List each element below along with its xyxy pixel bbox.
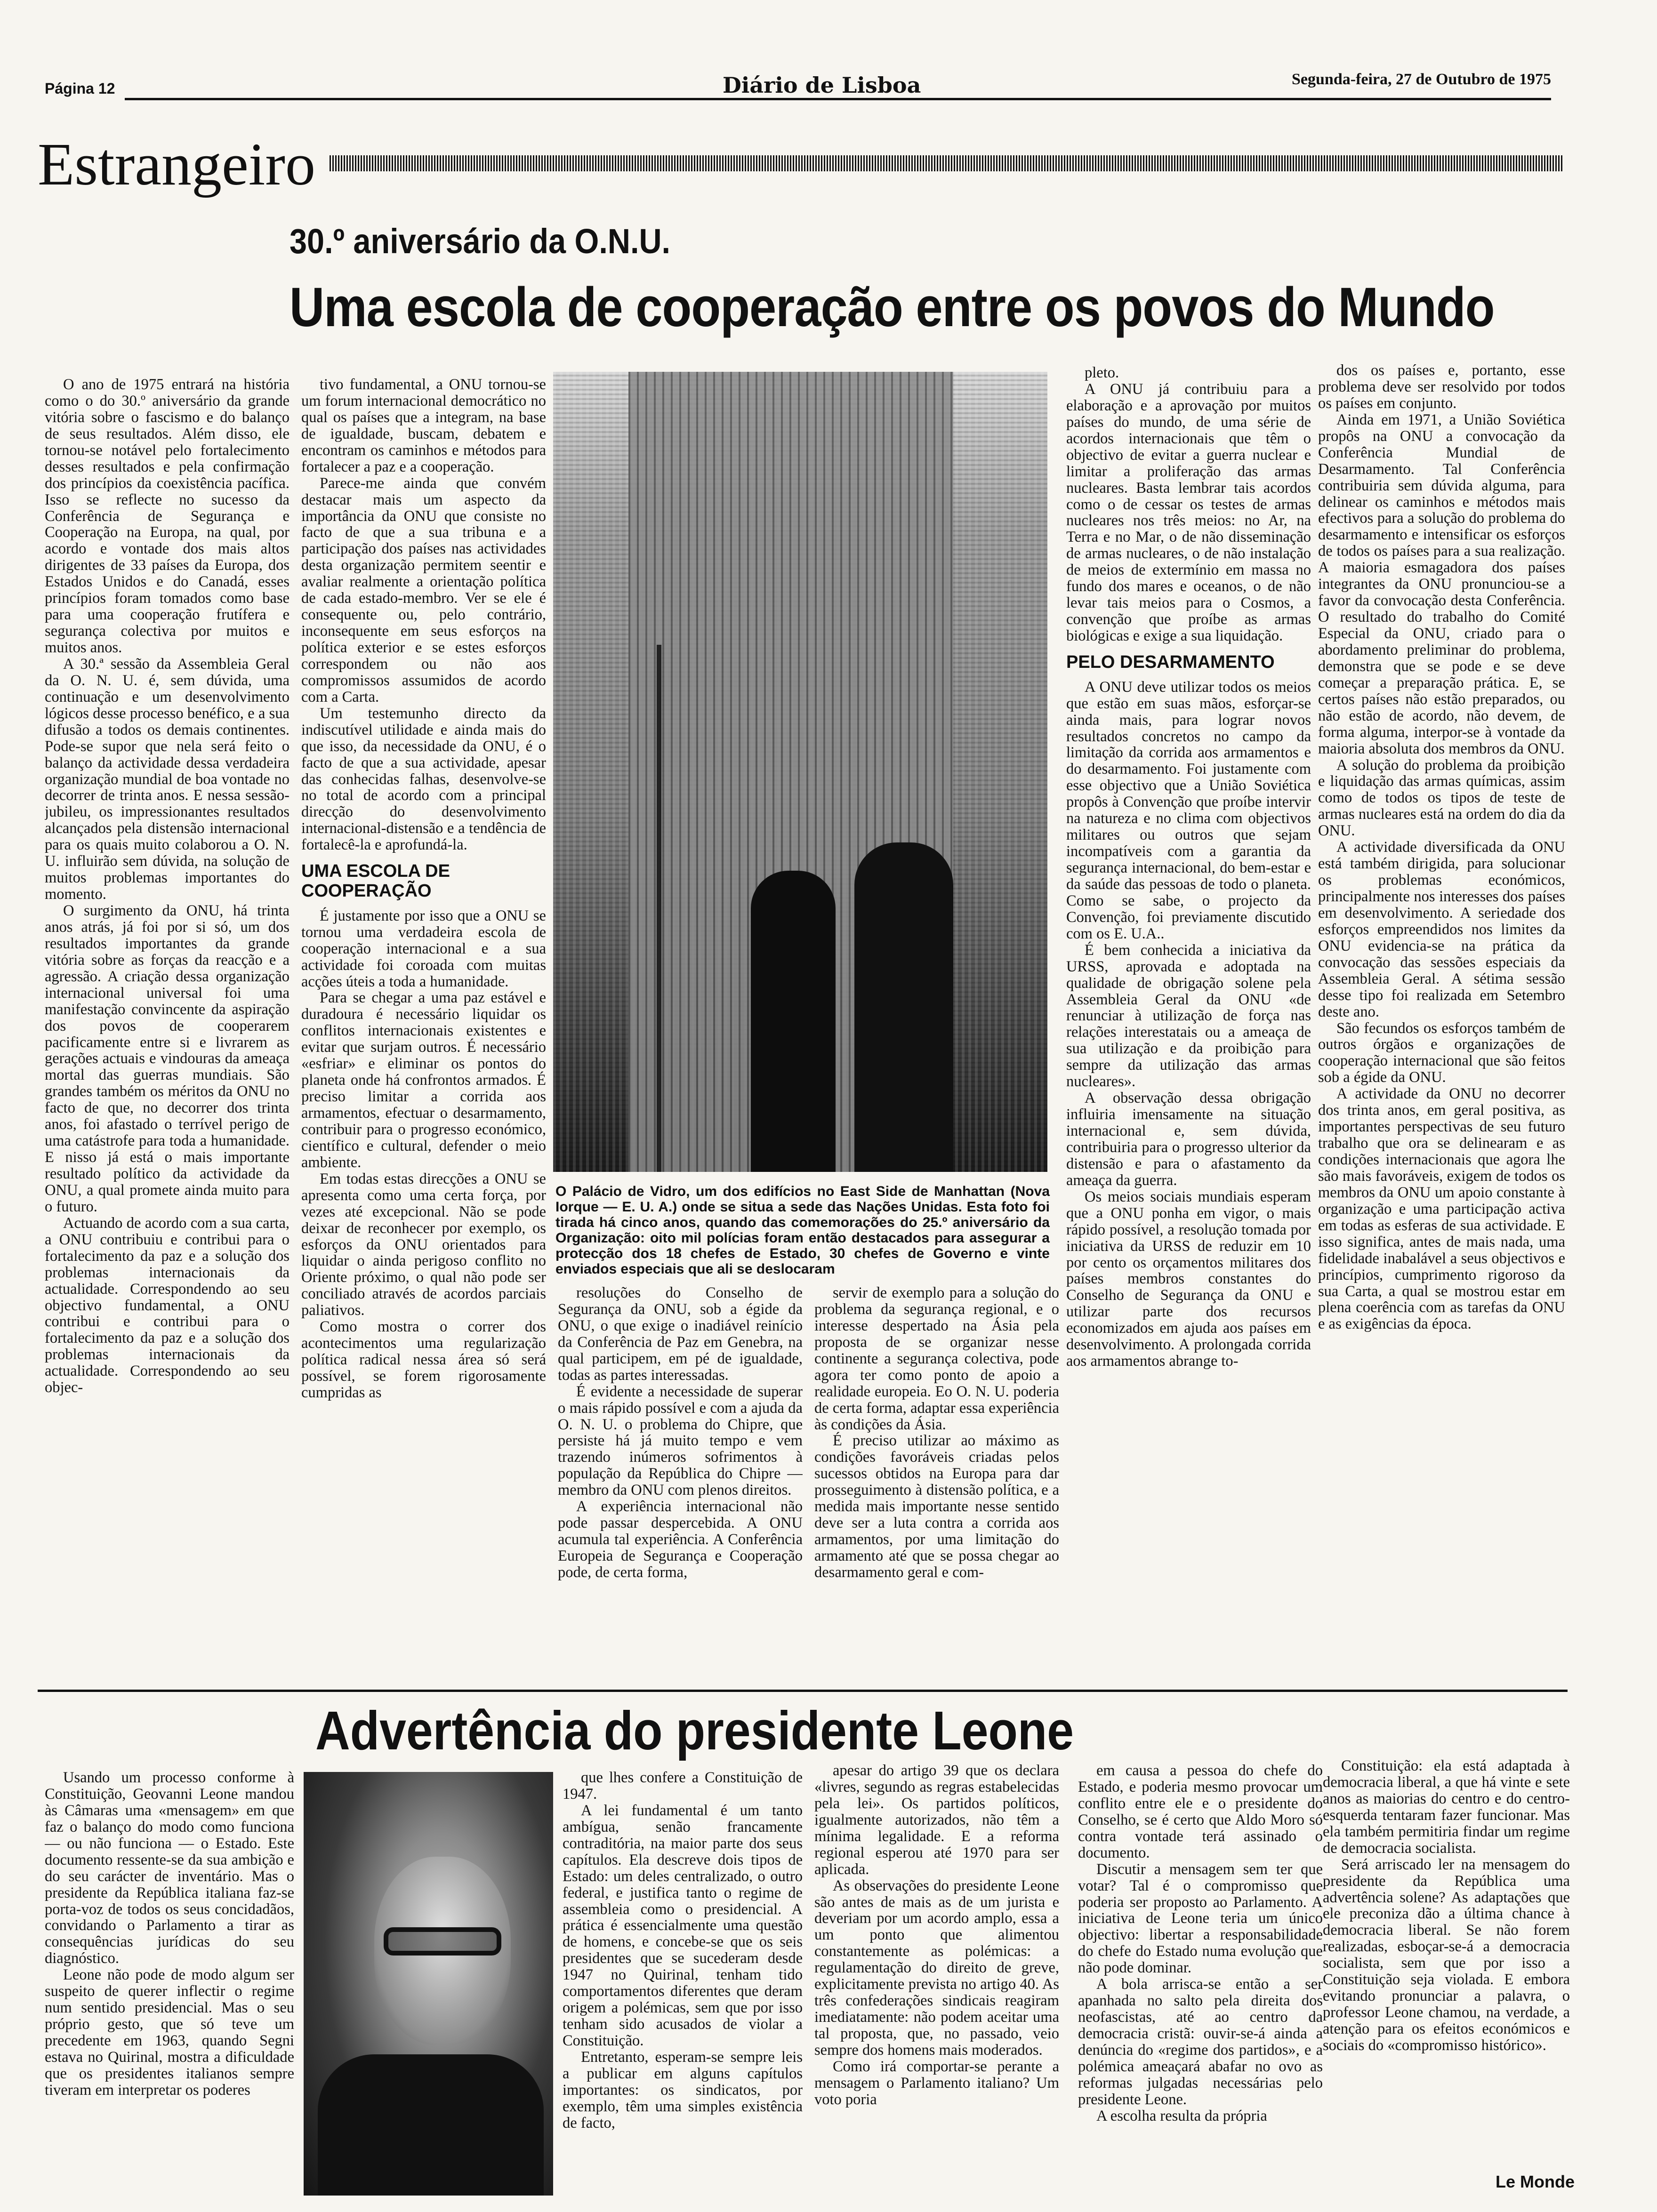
paragraph: Os meios sociais mundiais esperam que a ONU ponha em vigor, o mais rápido possível, a resolução tomada por iniciativa da URSS de reduzir em 10 por cento os orçamentos militares dos países membros constantes do Conselho de Segurança da ONU e utilizar parte dos recursos economizados em ajuda aos países em desenvolvimento. A prolongada corrida aos armamentos abrange to- [1066, 1188, 1311, 1370]
photo-caption: O Palácio de Vidro, um dos edifícios no East Side de Manhattan (Nova Iorque — E. U. A.) onde se situa a sede das Nações Unidas. Esta foto foi tirada há cinco anos, quando das comemorações do 25.º aniversário da Organização: oito mil polícias foram então destacados para assegurar a protecção dos 18 chefes de Estado, 30 chefes de Governo e vinte enviados especiais que ali se deslocaram [555, 1184, 1050, 1277]
paragraph: dos os países e, portanto, esse problema deve ser resolvido por todos os países em conjunto. [1318, 362, 1565, 412]
article1-column-1 [45, 377, 290, 1647]
paragraph: servir de exemplo para a solução do problema da segurança regional, e o interesse despertado na Ásia pela proposta de se organizar nesse continente a segurança colectiva, pode agora ter como ponto de apoio a realidade europeia. Eo O. N. U. poderia de certa forma, adaptar essa experiência às condições da Ásia. [814, 1285, 1059, 1433]
paragraph: É bem conhecida a iniciativa da URSS, aprovada e adoptada na qualidade de obrigação solene pela Assembleia Geral da ONU «de renunciar à utilização de força nas relações interestatais ou a ameaça de sua utilização e da proibição para sempre da utilização das armas nucleares». [1066, 941, 1311, 1090]
paragraph: que lhes confere a Constituição de 1947. [563, 1770, 803, 1803]
paragraph: A experiência internacional não pode passar despercebida. A ONU acumula tal experiência. A Conferência Europeia de Segurança e Cooperação pode, de certa forma, [558, 1498, 803, 1581]
paragraph: Actuando de acordo com a sua carta, a ONU contribuiu e contribui para o fortalecimento da paz e a solução dos problemas internacionais da actualidade. Correspondendo ao seu objectivo fundamental, a ONU contribui e contribui para o fortalecimento da paz e a solução dos problemas internacionais da actualidade. Correspondendo ao seu objec- [45, 1214, 290, 1396]
paragraph: apesar do artigo 39 que os declara «livres, segundo as regras estabelecidas pela lei». Os partidos políticos, igualmente autorizados, não têm a mínima legalidade. E a reforma regional esperou até 1970 para ser aplicada. [814, 1763, 1059, 1878]
paragraph: Entretanto, esperam-se sempre leis a publicar em alguns capítulos importantes: os sindicatos, por exemplo, têm uma simples existência de facto, [563, 2048, 803, 2132]
paragraph: Usando um processo conforme à Constituição, Geovanni Leone mandou às Câmaras uma «mensagem» em que faz o balanço do modo como funciona — ou não funciona — o Estado. Este documento ressente-se da sua ambição e do seu carácter de inventário. Mas o presidente da República italiana faz-se porta-voz de todos os seus concidadãos, convidando o Parlamento a tirar as consequências jurídicas do seu diagnóstico. [45, 1770, 294, 1967]
article1-column-3 [558, 1285, 803, 1647]
paragraph: São fecundos os esforços também de outros órgãos e organizações de cooperação internacional que são feitos sob a égide da ONU. [1318, 1019, 1565, 1086]
paragraph: É evidente a necessidade de superar o mais rápido possível e com a ajuda da O. N. U. o problema do Chipre, que persiste há já muito tempo e vem trazendo inúmeros sofrimentos à população da República do Chipre — membro da ONU com plenos direitos. [558, 1383, 803, 1499]
source-signature: Le Monde [1496, 2172, 1575, 2191]
paragraph: Parece-me ainda que convém destacar mais um aspecto da importância da ONU que consiste no facto de que a sua tribuna e a participação dos países nas actividades desta organização permitem seentir e avaliar realmente a orientação política de cada estado-membro. Ver se ele é consequente ou, pelo contrário, inconsequente em seus esforços na política exterior e se estes esforços correspondem ou não aos compromissos assumidos de acordo com a Carta. [301, 474, 546, 705]
paragraph: Ainda em 1971, a União Soviética propôs na ONU a convocação da Conferência Mundial de Desarmamento. Tal Conferência contribuiria sem dúvida alguma, para delinear os caminhos e métodos mais efectivos para a solução do problema do desarmamento e intensificar os esforços de todos os países para a sua realização. A maioria esmagadora dos países integrantes da ONU pronunciou-se a favor da convocação desta Conferência. O resultado do trabalho do Comité Especial da ONU, criado para o abordamento preliminar do problema, demonstra que se pode e se deve começar a preparação prática. E, se certos países não estão preparados, ou não estão de acordo, não devem, de forma alguma, interpor-se à vontade da maioria absoluta dos membros da ONU. [1318, 411, 1565, 757]
paragraph: A ONU deve utilizar todos os meios que estão em suas mãos, esforçar-se ainda mais, para lograr novos resultados concretos no campo da limitação da corrida aos armamentos e do desarmamento. Foi justamente com esse objectivo que a União Soviética propôs à Convenção que proíbe intervir na natureza e no clima com objectivos militares ou outros que sejam incompatíveis com a garantia da segurança internacional, do bem-estar e da saúde das pessoas de todo o planeta. Como se sabe, o projecto da Convenção, foi previamente discutido com os E. U.A.. [1066, 678, 1311, 942]
policeman-figure [854, 842, 953, 1172]
paragraph: É justamente por isso que a ONU se tornou uma verdadeira escola de cooperação internacional e a sua actividade foi coroada com muitas acções úteis a toda a humanidade. [301, 907, 546, 990]
paragraph: A escolha resulta da própria [1096, 2107, 1267, 2124]
paragraph: Como irá comportar-se perante a mensagem o Parlamento italiano? Um voto poria [814, 2058, 1059, 2108]
paragraph: É preciso utilizar ao máximo as condições favoráveis criadas pelos sucessos obtidos na Europa para dar prosseguimento à distensão política, e a medida mais importante nesse sentido deve ser a luta contra a corrida aos armamentos, por uma limitação do armamento até que se possa chegar ao desarmamento geral e com- [814, 1432, 1059, 1581]
paragraph: A actividade diversificada da ONU está também dirigida, para solucionar os problemas económicos, principalmente nos interesses dos países em desenvolvimento. A seriedade dos esforços empreendidos nos limites da ONU evidencia-se na prática da convocação das sessões especiais da Assembleia Geral. A sétima sessão desse tipo foi realizada em Setembro deste ano. [1318, 839, 1565, 1020]
subheading: PELO DESARMAMENTO [1066, 652, 1275, 672]
paragraph: A bola arrisca-se então a ser apanhada no salto pela direita dos neofascistas, até ao centro da democracia cristã: ouvir-se-á ainda a denúncia do «regime dos partidos», e a polémica ameaçará abafar no ovo as reformas julgadas necessárias pelo presidente Leone. [1078, 1976, 1323, 2108]
paragraph: A solução do problema da proibição e liquidação das armas químicas, assim como de todos os tipos de teste de armas nucleares está na ordem do dia da ONU. [1318, 756, 1565, 840]
section-rule [330, 155, 1563, 171]
article2-column-2 [563, 1770, 803, 2184]
issue-date: Segunda-feira, 27 de Outubro de 1975 [1292, 71, 1551, 88]
article-divider [38, 1690, 1568, 1692]
paragraph: Discutir a mensagem sem ter que votar? Tal é o compromisso que poderia ser proposto ao Parlamento. A iniciativa de Leone teria um único objectivo: libertar a responsabilidade do chefe do Estado numa evolução que não pode dominar. [1078, 1860, 1323, 1977]
un-building-photo [553, 372, 1047, 1172]
paragraph: A 30.ª sessão da Assembleia Geral da O. N. U. é, sem dúvida, uma continuação e um desenvolvimento lógicos desse processo benéfico, e a sua difusão a todos os demais continentes. Pode-se supor que nela será feito o balanço da actividade dessa verdadeira organização mundial de boa vontade no decorrer de trinta anos. E nessa sessão-jubileu, os impressionantes resultados alcançados pela distensão internacional para os quais muito colaborou a O. N. U. influirão sem dúvida, na solução de muitos problemas importantes do momento. [45, 655, 290, 903]
article2-column-3 [814, 1763, 1059, 2184]
subheading: UMA ESCOLA DE COOPERAÇÃO [301, 861, 450, 901]
paragraph: pleto. [1085, 365, 1119, 381]
masthead [45, 71, 1551, 104]
paragraph: Para se chegar a uma paz estável e duradoura é necessário liquidar os conflitos internacionais existentes e evitar que surjam outros. É necessário «esfriar» e eliminar os pontos do planeta onde há confrontos armados. É preciso limitar a corrida aos armamentos, efectuar o desarmamento, contribuir para o progresso económico, científico e cultural, defender o meio ambiente. [301, 989, 546, 1171]
paragraph: A lei fundamental é um tanto ambígua, senão francamente contraditória, na maior parte dos seus capítulos. Ela descreve dois tipos de Estado: um deles centralizado, o outro federal, e justifica tanto o regime de assembleia como o presidencial. A prática é essencialmente uma questão de homens, e concebe-se que os seis presidentes que se sucederam desde 1947 no Quirinal, tenham tido comportamentos diferentes que deram origem a polémicas, sem que por isso tenham sido acusados de violar a Constituição. [563, 1802, 803, 2049]
paragraph: tivo fundamental, a ONU tornou-se um forum internacional democrático no qual os países que a integram, na base de igualdade, buscam, debatem e encontram os caminhos e métodos para fortalecer a paz e a cooperação. [301, 377, 546, 475]
paragraph: A ONU já contribuiu para a elaboração e a aprovação por muitos países do mundo, de uma série de acordos internacionais que têm o objectivo de evitar a guerra nuclear e limitar a proliferação das armas nucleares. Basta lembrar tais acordos como o de cessar os testes de armas nucleares nos três meios: no Ar, na Terra e no Mar, o de não disseminação de armas nucleares, o de não instalação de meios de extermínio em massa no fundo dos mares e oceanos, o de não levar tais meios para o Cosmos, a convenção que proíbe as armas biológicas e exige a sua liquidação. [1066, 380, 1311, 644]
policeman-figure [751, 871, 836, 1172]
lamp-post [657, 645, 661, 1172]
newspaper-name: Diário de Lisboa [723, 72, 921, 98]
article-kicker: 30.º aniversário da O.N.U. [290, 222, 671, 261]
paragraph: Leone não pode de modo algum ser suspeito de querer inflectir o regime num sentido presidencial. Mas o seu próprio gesto, que só teve um precedente em 1963, quando Segni estava no Quirinal, mostra a dificuldade que os presidentes italianos sempre tiveram em interpretar os poderes [45, 1966, 294, 2099]
paragraph: resoluções do Conselho de Segurança da ONU, sob a égide da ONU, o que exige o inadiável reinício da Conferência de Paz em Genebra, na qual participem, em pé de igualdade, todas as partes interessadas. [558, 1285, 803, 1384]
paragraph: Será arriscado ler na mensagem do presidente da República uma advertência solene? As adaptações que ele preconiza dão a última chance à democracia liberal. Se não forem realizadas, esboçar-se-á a democracia socialista, sem que por isso a Constituição seja violada. E embora evitando pronunciar a palavra, o professor Leone chamou, na verdade, a atenção para os efeitos económicos e sociais do «compromisso histórico». [1323, 1856, 1570, 2054]
paragraph: Como mostra o correr dos acontecimentos uma regularização política radical nessa área só será possível, se forem rigorosamente cumpridas as [301, 1318, 546, 1401]
article2-column-5 [1323, 1758, 1570, 2167]
paragraph: Um testemunho directo da indiscutível utilidade e ainda mais do que isso, da necessidade da ONU, é o facto de que a sua actividade, apesar das conhecidas falhas, desenvolve-se no total de acordo com a principal direcção do desenvolvimento internacional-distensão e a tendência de fortalecê-la e aprofundá-la. [301, 705, 546, 854]
paragraph: A actividade da ONU no decorrer dos trinta anos, em geral positiva, as importantes perspectivas de seu futuro trabalho que ora se delinearam e as condições internacionais que agora lhe são mais favoráveis, exigem de todos os membros da ONU um apoio constante à organização e uma participação activa em todas as esferas de sua actividade. E isso significa, antes de mais nada, uma fidelidade inabalável a seus objectivos e princípios, cumprimento rigoroso da sua Carta, a qual se mostrou estar em plena coerência com as tarefas da ONU e as exigências da época. [1318, 1085, 1565, 1333]
page-number: Página 12 [45, 80, 115, 97]
leone-portrait [304, 1772, 553, 2196]
article2-column-4 [1078, 1763, 1323, 2184]
paragraph: O surgimento da ONU, há trinta anos atrás, já foi por si só, um dos resultados importantes da grande vitória sobre as forças da reacção e a agressão. A criação dessa organização internacional universal foi uma manifestação convincente da aspiração dos povos de cooperarem pacificamente entre si e livrarem as gerações actuais e vindouras da ameaça mortal das guerras mundiais. São grandes também os méritos da ONU no facto de que, no decorrer dos trinta anos, foi afastado o terrível perigo de uma catástrofe para toda a humanidade. E nisso já está o mais importante resultado político da actividade da ONU, a qual promete ainda muito para o futuro. [45, 902, 290, 1215]
article2-headline: Advertência do presidente Leone [315, 1700, 1074, 1761]
article1-column-4 [814, 1285, 1059, 1647]
article1-column-2 [301, 377, 546, 1647]
article2-column-1 [45, 1770, 294, 2184]
portrait-glasses [384, 1927, 501, 1956]
masthead-rule [125, 98, 1551, 100]
article1-column-5 [1066, 365, 1311, 1647]
portrait-suit [318, 2054, 544, 2196]
article-headline: Uma escola de cooperação entre os povos do Mundo [290, 276, 1495, 338]
paragraph: em causa a pessoa do chefe do Estado, e poderia mesmo provocar um conflito entre ele e o presidente do Conselho, se é certo que Aldo Moro só contra vontade terá assinado o documento. [1078, 1763, 1323, 1861]
section-title: Estrangeiro [38, 131, 315, 198]
article1-column-6 [1318, 362, 1565, 1647]
paragraph: As observações do presidente Leone são antes de mais as de um jurista e deveriam por um acordo amplo, essa a um ponto que alimentou constantemente as polémicas: a regulamentação do direito de greve, explicitamente prevista no artigo 40. As três confederações sindicais reagiram imediatamente: não podem aceitar uma tal proposta, que, no passado, veio sempre dos homens mais moderados. [814, 1877, 1059, 2059]
paragraph: O ano de 1975 entrará na história como o do 30.º aniversário da grande vitória sobre o fascismo e do balanço de seus resultados. Além disso, ele tornou-se notável pelo fortalecimento desses resultados e pela confirmação dos princípios da coexistência pacífica. Isso se reflecte no sucesso da Conferência de Segurança e Cooperação na Europa, na qual, por acordo e vontade dos mais altos dirigentes de 33 países da Europa, dos Estados Unidos e do Canadá, esses princípios foram tomados como base para uma cooperação frutífera e segurança colectiva por muitos e muitos anos. [45, 377, 290, 656]
paragraph: A observação dessa obrigação influiria imensamente na situação internacional e, sem dúvida, contribuiria para o progresso ulterior da distensão e para o afastamento da ameaça da guerra. [1066, 1090, 1311, 1189]
paragraph: Constituição: ela está adaptada à democracia liberal, a que há vinte e sete anos as maiorias do centro e do centro-esquerda tentaram fazer funcionar. Mas ela também permitiria findar um regime de democracia socialista. [1323, 1758, 1570, 1857]
paragraph: Em todas estas direcções a ONU se apresenta como uma certa força, por vezes até excepcional. Não se pode deixar de reconhecer por exemplo, os esforços da ONU orientados para liquidar o ainda perigoso conflito no Oriente próximo, o qual não pode ser conciliado através de acordos parciais paliativos. [301, 1170, 546, 1319]
